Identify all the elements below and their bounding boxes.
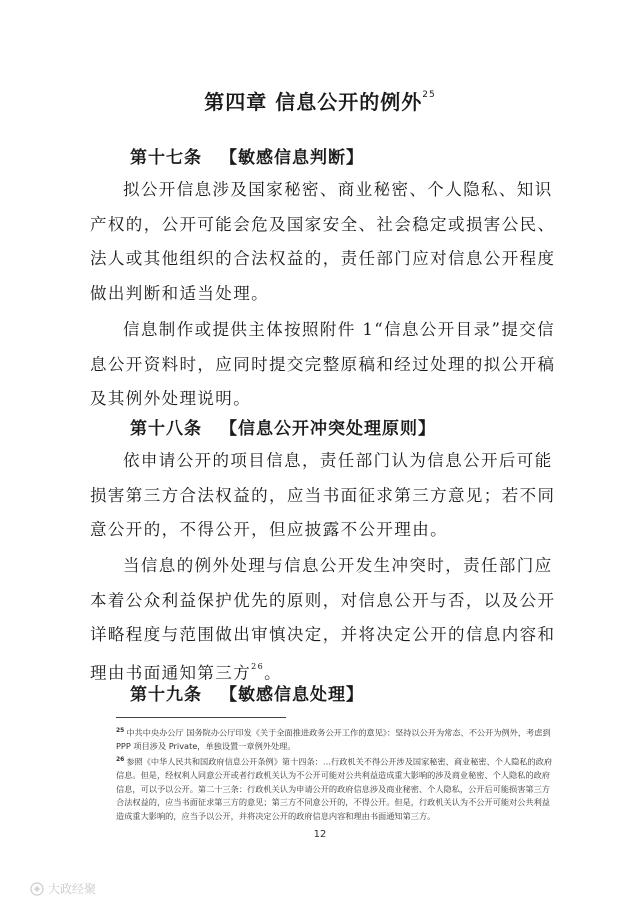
article-18-paragraph-2: [90, 549, 560, 691]
page-number: 12: [313, 829, 327, 840]
footnote-26: [116, 753, 556, 823]
article-19-heading: [130, 680, 364, 705]
article-17-paragraph-1: 拟公开信息涉及国家秘密、商业秘密、个人隐私、知识产权的，公开可能会危及国家安全、社会稳定或损害公民、法人或其他组织的合法权益的，责任部门应对信息公开程度做出判断和适当处理。: [90, 180, 556, 303]
footnote-25-text: 中共中央办公厅 国务院办公厅印发《关于全面推进政务公开工作的意见》：坚持以公开为常态、不公开为例外，考虑到 PPP 项目涉及 Private，单独设置一章例外处理。: [116, 727, 551, 752]
footnote-ref-25: 25: [422, 90, 436, 101]
chapter-title-text: 第四章 信息公开的例外: [204, 90, 423, 114]
article-19-number: 第十九条: [130, 685, 202, 705]
watermark-text: 大政经聚: [48, 882, 97, 896]
footnote-divider: [116, 717, 286, 718]
footnote-ref-26: 26: [251, 661, 265, 671]
footnote-26-text: 参照《中华人民共和国政府信息公开条例》第十四条：…行政机关不得公开涉及国家秘密、商业秘密、个人隐私的政府信息。但是，经权利人同意公开或者行政机关认为不公开可能对公共利益造成重大影响的涉及商业秘密、个人隐私的政府信息，可以予以公开。第二十三条：行政机关认为申请公开的政府信息涉及商业秘密、个人隐私，公开后可能损害第三方合法权益的，应当书面征求第三方的意见；第三方不同意公开的，不得公开。但是，行政机关认为不公开可能对公共利益造成重大影响的，应当予以公开，并将决定公开的政府信息内容和理由书面通知第三方。: [116, 756, 553, 821]
watermark-logo-icon: [30, 882, 44, 896]
footnote-25-marker: 25: [116, 727, 125, 734]
article-17-number: 第十七条: [130, 148, 202, 168]
article-18-paragraph-1: 依申请公开的项目信息，责任部门认为信息公开后可能损害第三方合法权益的，应当书面征求第三方意见；若不同意公开的，不得公开，但应披露不公开理由。: [90, 451, 556, 539]
article-18-number: 第十八条: [130, 419, 202, 439]
article-18-paragraph-2-text: 当信息的例外处理与信息公开发生冲突时，责任部门应本着公众利益保护优先的原则，对信息公开与否，以及公开详略程度与范围做出审慎决定，并将决定公开的信息内容和理由书面通知第三方: [90, 556, 556, 682]
footnote-25: [116, 724, 556, 754]
article-19-title: 【敏感信息处理】: [220, 685, 364, 705]
article-17-heading: [130, 143, 364, 168]
article-18-heading: [130, 414, 436, 439]
article-18-end-punctuation: 。: [264, 663, 282, 682]
article-17-paragraph-2: 信息制作或提供主体按照附件 1“信息公开目录”提交信息公开资料时，应同时提交完整原稿和经过处理的拟公开稿及其例外处理说明。: [90, 320, 556, 408]
article-18-title: 【信息公开冲突处理原则】: [220, 419, 436, 439]
chapter-title: [0, 86, 640, 115]
watermark: [30, 880, 96, 897]
article-17-title: 【敏感信息判断】: [220, 148, 364, 168]
footnote-26-marker: 26: [116, 756, 125, 763]
